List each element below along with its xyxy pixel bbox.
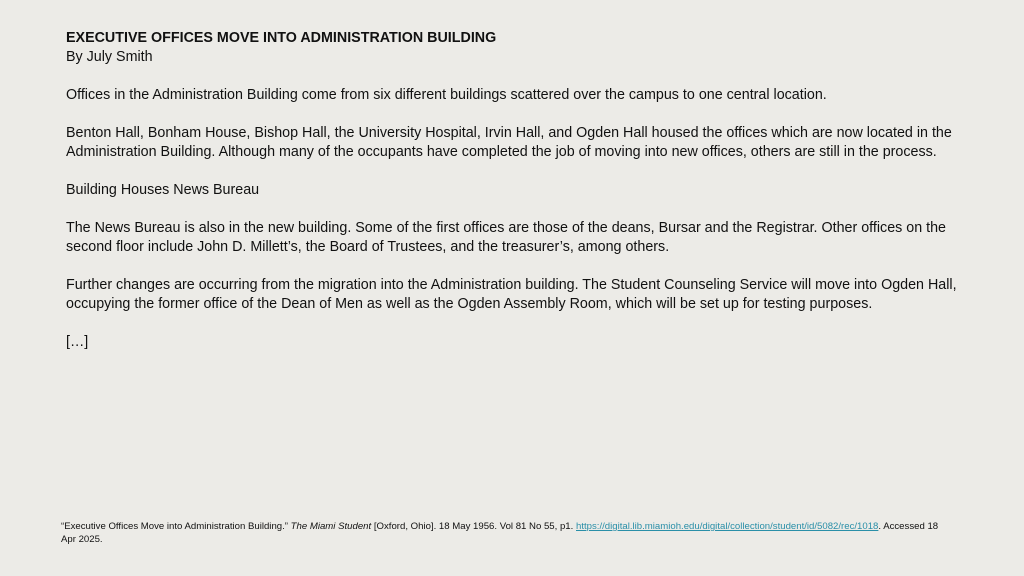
article-body — [66, 29, 996, 352]
citation-publication: The Miami Student — [290, 521, 372, 532]
article-paragraph-3: The News Bureau is also in the new building. Some of the first offices are those of the deans, Bursar and the Registrar. Other offices on the second floor include John D. Millett’s, the Board of Trustees, and the treasurer’s, among others. — [66, 220, 947, 255]
citation-accessed: . Accessed 18 Apr 2025. — [61, 521, 939, 545]
article-ellipsis: […] — [66, 334, 89, 350]
article-paragraph-4: Further changes are occurring from the migration into the Administration building. The Student Counseling Service will move into Ogden Hall, occupying the former office of the Dean of Men as well as the Ogden Assembly Room, which will be set up for testing purposes. — [66, 277, 957, 312]
article-subheading: Building Houses News Bureau — [66, 182, 260, 198]
article-paragraph-2: Benton Hall, Bonham House, Bishop Hall, the University Hospital, Irvin Hall, and Ogden Hall housed the offices which are now located in the Administration Building. Although many of the occupants have completed the job of moving into new offices, others are still in the process. — [66, 125, 952, 160]
article-byline: By July Smith — [66, 49, 153, 65]
article-headline: EXECUTIVE OFFICES MOVE INTO ADMINISTRATION BUILDING — [66, 30, 497, 46]
article-paragraph-1: Offices in the Administration Building come from six different buildings scattered over the campus to one central location. — [66, 87, 827, 103]
citation — [61, 520, 941, 546]
citation-link[interactable]: https://digital.lib.miamioh.edu/digital/collection/student/id/5082/rec/1018 — [576, 521, 879, 532]
citation-details: [Oxford, Ohio]. 18 May 1956. Vol 81 No 55, p1. — [373, 521, 574, 532]
citation-title: “Executive Offices Move into Administration Building.” — [61, 521, 288, 532]
